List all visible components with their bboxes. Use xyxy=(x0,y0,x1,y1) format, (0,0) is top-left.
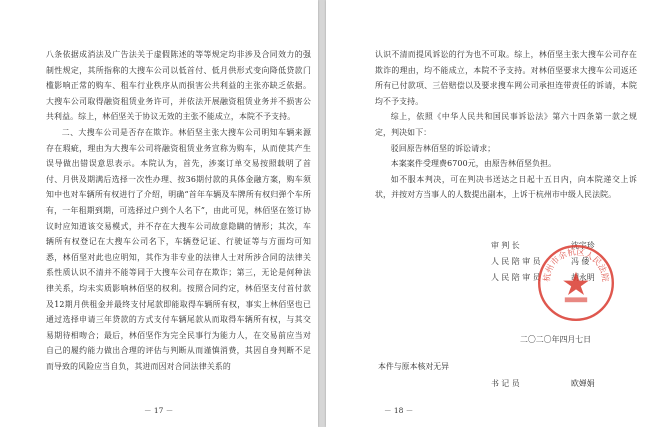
verification-note: 本件与原本核对无异 xyxy=(378,362,450,371)
court-seal xyxy=(536,243,616,323)
paragraph: 如不服本判决，可在判决书送达之日起十五日内，向本院递交上诉状，并按对方当事人的人数提出副本，上诉于杭州市中级人民法院。 xyxy=(375,174,637,200)
svg-text:杭州市余杭区人民法院: 杭州市余杭区人民法院 xyxy=(541,246,611,283)
page-number: － 18 － xyxy=(384,406,414,415)
paragraph: 认识不清而提风诉讼的行为也不可取。综上，林佰坚主张大搜车公司存在欺诈的理由，均不能成立，本院不予支持。对林佰坚要求大搜车公司返还所有已付款项、三倍赔偿以及要求搜车网公司承担连带责任的诉请，本院均不予支持。 xyxy=(375,50,637,106)
page-number: － 17 － xyxy=(144,406,174,415)
paragraph: 综上，依照《中华人民共和国民事诉讼法》第六十四条第一款之规定，判决如下： xyxy=(375,112,637,137)
signature-title: 人 民 陪 审 员 xyxy=(491,257,541,266)
clerk-title: 书 记 员 xyxy=(491,379,520,388)
page-18 xyxy=(326,0,650,427)
signature-title: 人 民 陪 审 员 xyxy=(491,273,541,282)
paragraph: 本案案件受理费6700元，由原告林佰坚负担。 xyxy=(390,159,557,169)
clerk-name: 欧婵娟 xyxy=(571,379,595,388)
signature-name: 沈宇珍 xyxy=(571,241,595,250)
signature-name: 胡永明 xyxy=(571,273,595,282)
signature-name: 冯 倭 xyxy=(571,257,590,266)
page-18-text xyxy=(375,47,637,203)
paragraph: 驳回原告林佰坚的诉讼请求； xyxy=(390,143,496,153)
signature-title: 审 判 长 xyxy=(491,241,520,250)
paragraph: 二、大搜车公司是否存在欺诈。林佰坚主张大搜车公司明知车辆来源存在瑕疵，理由为大搜车公司将融资租赁业务宣称为购车，从而使其产生误导做出错误意思表示。本院认为，首先，涉案订单交易按照载明了首付、月供及期满后选择一次性办理、按36期付款的具体金融方案，购车须知中也对车辆所有权进行了介绍，明确“首年车辆及车牌所有权归弹个车所有，一年租期到期，可选择过户到个人名下”，由此可见，林佰坚在签订协议时应知道该交易模式，并不存在大搜车公司故意隐瞒的情形；其次，车辆所有权登记在大搜车公司名下，车辆登记证、行驶证等与方面均可知悉，林佰坚对此也应明知，其作为非专业的法律人士对所涉合同的法律关系性质认识不清并不能等同于大搜车公司存在欺诈；第三，无论是何种法律关系，均未实质影响林佰坚的权利。按照合同约定，林佰坚支付首付款及12期月供租金并最终支付尾款即能取得车辆所有权，事实上林佰坚也已通过选择申请三年贷款的方式支付车辆尾款从而取得车辆所有权，与其交易期待相吻合；最后，林佰坚作为完全民事行为能力人，在交易前应当对自己的履约能力做出合理的评估与判断从而谨慎消费，其因自身判断不足而导致的风险应当自负，其进而因对合同法律关系的 xyxy=(46,127,311,371)
page-17-text xyxy=(46,47,311,374)
page-17 xyxy=(0,0,318,427)
paragraph: 八条依据成消法及广告法关于虚假陈述的等等规定均非涉及合同效力的强制性规定，其所指称的大搜车公司以低首付、低月供形式变向降低贷款门槛影响正常的购车、租车行业秩序从而损害公共利益的主张亦缺乏依据。大搜车公司取得融资租赁业务许可，并依法开展融资租赁业务并不损害公共利益。综上，林佰坚关于协议无效的主张不能成立，本院不予支持。 xyxy=(46,50,311,122)
judgment-date: 二〇二〇年四月七日 xyxy=(520,335,592,344)
